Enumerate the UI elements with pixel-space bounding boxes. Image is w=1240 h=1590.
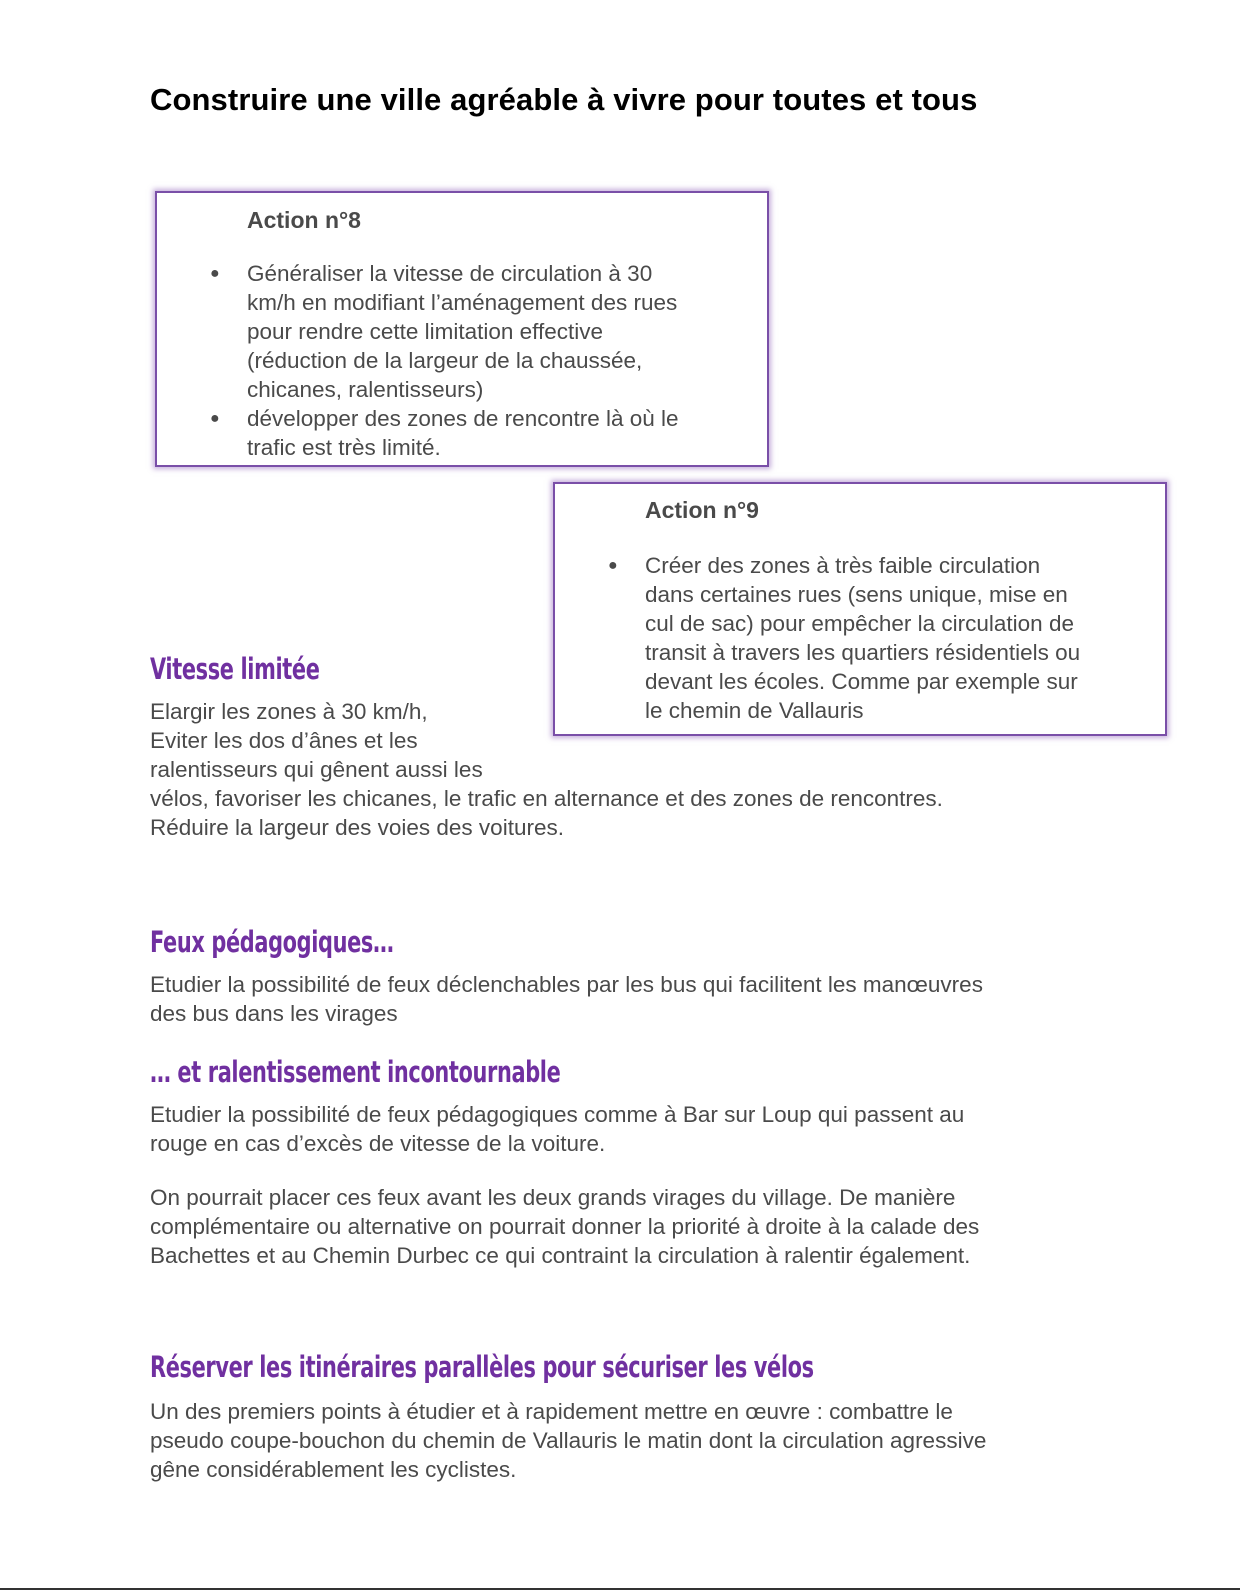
list-item bbox=[210, 404, 757, 462]
list-item bbox=[210, 259, 757, 404]
action-8-list bbox=[210, 259, 757, 462]
list-item-text: développer des zones de rencontre là où le trafic est très limité. bbox=[247, 406, 679, 460]
action-8-box bbox=[155, 191, 769, 467]
list-item-text: Généraliser la vitesse de circulation à 30 km/h en modifiant l’aménagement des rues pour rendre cette limitation effective (réduction de la largeur de la chaussée, chicanes, ralentisseurs) bbox=[247, 261, 678, 402]
section-text-ralentissement: Etudier la possibilité de feux pédagogiques comme à Bar sur Loup qui passent au rouge en cas d’excès de vitesse de la voiture. bbox=[150, 1102, 965, 1156]
section-heading-feux: Feux pédagogiques… bbox=[150, 925, 394, 959]
section-text-ralentissement-2: On pourrait placer ces feux avant les deux grands virages du village. De manière complémentaire ou alternative on pourrait donner la priorité à droite à la calade des Bachettes et au Chemin Durbec ce qui contraint la circulation à ralentir également. bbox=[150, 1185, 980, 1268]
page-title: Construire une ville agréable à vivre pour toutes et tous bbox=[150, 82, 978, 117]
section-heading-velos: Réserver les itinéraires parallèles pour sécuriser les vélos bbox=[150, 1350, 814, 1384]
action-8-title: Action n°8 bbox=[247, 207, 361, 233]
bullet-icon: ● bbox=[210, 410, 220, 427]
section-text-velos: Un des premiers points à étudier et à rapidement mettre en œuvre : combattre le pseudo coupe-bouchon du chemin de Vallauris le matin dont la circulation agressive gêne considérablement les cyclistes. bbox=[150, 1399, 987, 1482]
bullet-icon: ● bbox=[608, 557, 618, 574]
section-text-vitesse: Elargir les zones à 30 km/h, Eviter les dos d’ânes et les ralentisseurs qui gênent aussi les vélos, favoriser les chicanes, le trafic en alternance et des zones de rencontres. Réduire la largeur des voies des voitures. bbox=[150, 699, 943, 840]
section-heading-vitesse: Vitesse limitée bbox=[150, 652, 320, 686]
bullet-icon: ● bbox=[210, 265, 220, 282]
section-text-feux: Etudier la possibilité de feux déclenchables par les bus qui facilitent les manœuvres des bus dans les virages bbox=[150, 972, 983, 1026]
section-heading-ralentissement: … et ralentissement incontournable bbox=[150, 1055, 561, 1089]
list-item-text: Créer des zones à très faible circulation dans certaines rues (sens unique, mise en cul de sac) pour empêcher la circulation de transit à travers les quartiers résidentiels ou devant les écoles. Comme par exemple sur le chemin de Vallauris bbox=[645, 553, 1081, 723]
action-9-title: Action n°9 bbox=[645, 497, 759, 523]
